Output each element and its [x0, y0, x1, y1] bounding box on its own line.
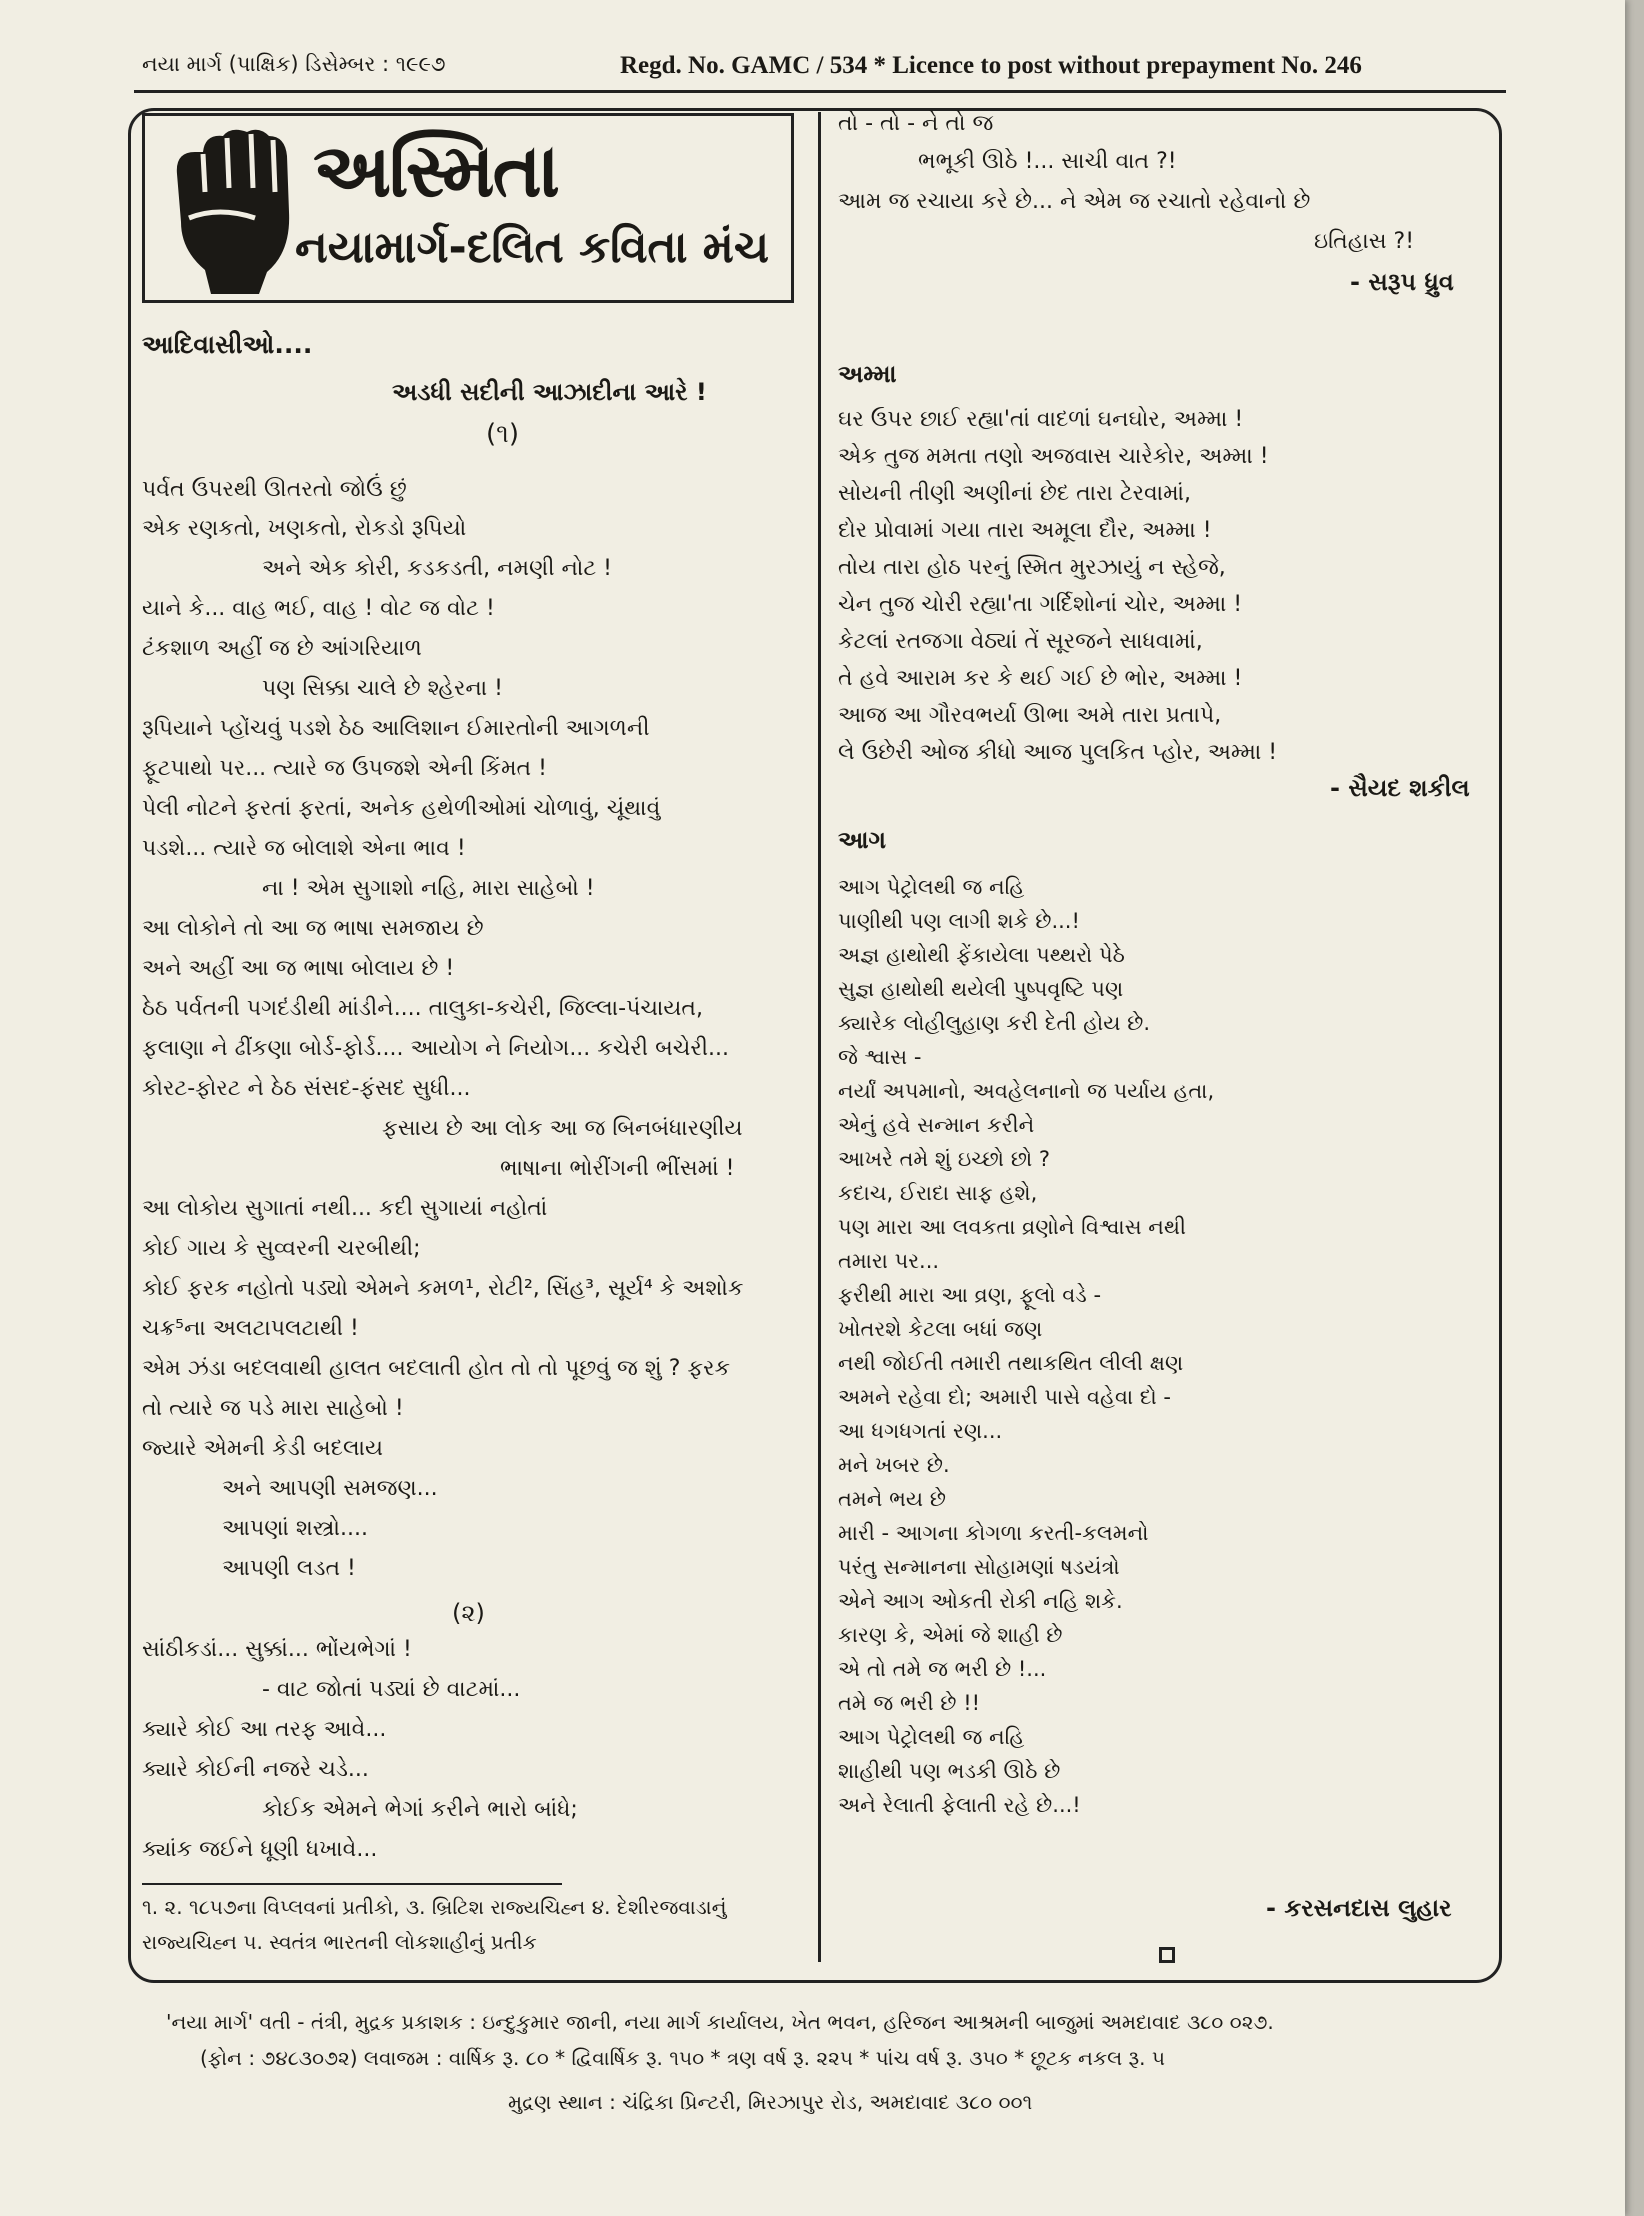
poem1-line: આ લોકોને તો આ જ ભાષા સમજાય છે [142, 916, 484, 941]
poem1-part-number: (૨) [452, 1599, 485, 1627]
poem1-line: પડશે... ત્યારે જ બોલાશે એના ભાવ ! [142, 836, 466, 861]
poem3-line: અજ્ઞ હાથોથી ફેંકાયેલા પથ્થરો પેઠે [838, 943, 1125, 967]
logo-subtitle: નયામાર્ગ-દલિત કવિતા મંચ [295, 222, 770, 273]
poem1-line: ક્યાંક જઈને ધૂણી ધખાવે... [142, 1837, 378, 1862]
poem3-line: આખરે તમે શું ઇચ્છો છો ? [838, 1147, 1051, 1171]
poem1-line: યાને કે... વાહ ભઈ, વાહ ! વોટ જ વોટ ! [142, 596, 495, 621]
poem3-author: - કરસનદાસ લુહાર [1266, 1894, 1452, 1922]
asmita-logo [142, 113, 794, 303]
poem1-line: કોઈક એમને ભેગાં કરીને ભારો બાંધે; [262, 1797, 578, 1822]
poem3-line: નથી જોઈતી તમારી તથાકથિત લીલી ક્ષણ [838, 1351, 1184, 1375]
poem1-line: ક્યારે કોઈ આ તરફ આવે... [142, 1717, 387, 1742]
header-rule [134, 90, 1506, 93]
poem3-line: એને આગ ઓકતી રોકી નહિ શકે. [838, 1589, 1123, 1613]
poem3-line: મારી - આગના કોગળા કરતી-કલમનો [838, 1521, 1149, 1545]
end-mark [1159, 1947, 1175, 1963]
poem1-line: તો ત્યારે જ પડે મારા સાહેબો ! [142, 1396, 404, 1421]
poem3-line: પરંતુ સન્માનના સોહામણાં ષડયંત્રો [838, 1555, 1120, 1579]
poem1-line: એમ ઝંડા બદલવાથી હાલત બદલાતી હોત તો તો પૂછવું જ શું ? ફરક [142, 1356, 731, 1381]
poem3-title: આગ [838, 826, 887, 854]
poem3-line: તમારા પર... [838, 1249, 940, 1273]
poem1-end-line: આમ જ રચાયા કરે છે... ને એમ જ રચાતો રહેવાનો છે [838, 189, 1311, 214]
imprint-line: 'નયા માર્ગ' વતી - તંત્રી, મુદ્રક પ્રકાશક : ઇન્દુકુમાર જાની, નયા માર્ગ કાર્યાલય, ખેત ભવન, હરિજન આશ્રમની બાજુમાં અમદાવાદ ૩૮૦ ૦૨૭. [166, 2010, 1274, 2034]
poem1-line: જ્યારે એમની કેડી બદલાય [142, 1436, 383, 1461]
header-registration: Regd. No. GAMC / 534 * Licence to post without prepayment No. 246 [620, 52, 1362, 79]
poem3-line: આ ધગધગતાં રણ... [838, 1419, 1003, 1443]
poem1-line: આપણી લડત ! [222, 1556, 356, 1581]
poem3-line: ખોતરશે કેટલા બધાં જણ [838, 1317, 1043, 1341]
poem3-line: મને ખબર છે. [838, 1453, 950, 1477]
poem2-author: - સૈયદ શકીલ [1330, 774, 1470, 802]
poem1-line: ભાષાના ભોરીંગની ભીંસમાં ! [500, 1156, 735, 1181]
poem3-line: ફરીથી મારા આ વ્રણ, ફૂલો વડે - [838, 1283, 1102, 1307]
poem3-line: પણ મારા આ લવકતા વ્રણોને વિશ્વાસ નથી [838, 1215, 1187, 1239]
poem3-line: કારણ કે, એમાં જે શાહી છે [838, 1623, 1063, 1647]
poem1-line: સાંઠીકડાં... સુક્કાં... ભોંયભેગાં ! [142, 1637, 412, 1662]
poem1-line: ચક્ર⁵ના અલટાપલટાથી ! [142, 1316, 359, 1341]
poem1-line: આપણાં શસ્ત્રો.... [222, 1516, 368, 1541]
poem3-line: આગ પેટ્રોલથી જ નહિ [838, 875, 1025, 899]
poem1-end-line: તો - તો - ને તો જ [838, 111, 994, 136]
poem2-line: સોયની તીણી અણીનાં છેદ તારા ટેરવામાં, [838, 481, 1192, 506]
column-divider [818, 112, 821, 1962]
poem2-line: દોર પ્રોવામાં ગયા તારા અમૂલા દૌર, અમ્મા ! [838, 518, 1212, 543]
poem1-line: ઠેઠ પર્વતની પગદંડીથી માંડીને.... તાલુકા-કચેરી, જિલ્લા-પંચાયત, [142, 996, 703, 1021]
poem1-line: એક રણકતો, ખણકતો, રોકડો રૂપિયો [142, 516, 467, 541]
poem1-line: - વાટ જોતાં પડ્યાં છે વાટમાં... [262, 1677, 521, 1702]
footnote-line: રાજ્યચિહ્ન ૫. સ્વતંત્ર ભારતની લોકશાહીનું પ્રતીક [142, 1930, 537, 1954]
poem1-line: અને એક કોરી, કડકડતી, નમણી નોટ ! [262, 556, 612, 581]
poem1-end-line: ભભૂકી ઊઠે !... સાચી વાત ?! [918, 149, 1177, 174]
poem3-line: જે શ્વાસ - [838, 1045, 922, 1069]
poem1-line: અને આપણી સમજણ... [222, 1476, 438, 1501]
poem2-title: અમ્મા [838, 360, 897, 388]
poem3-line: અમને રહેવા દો; અમારી પાસે વહેવા દો - [838, 1385, 1172, 1409]
poem1-line: પેલી નોટને ફરતાં ફરતાં, અનેક હથેળીઓમાં ચોળાવું, ચૂંથાવું [142, 796, 661, 821]
poem1-author: - સરૂપ ધ્રુવ [1350, 268, 1454, 296]
poem3-line: તમે જ ભરી છે !! [838, 1691, 981, 1715]
poem1-line: ના ! એમ સુગાશો નહિ, મારા સાહેબો ! [262, 876, 595, 901]
poem3-line: એ તો તમે જ ભરી છે !... [838, 1657, 1047, 1681]
poem1-line: કોરટ-ફોરટ ને ઠેઠ સંસદ-ફંસદ સુધી... [142, 1076, 471, 1101]
poem1-line: કોઈ ફરક નહોતો પડ્યો એમને કમળ¹, રોટી², સિંહ³, સૂર્ય⁴ કે અશોક [142, 1276, 744, 1301]
poem2-line: એક તુજ મમતા તણો અજવાસ ચારેકોર, અમ્મા ! [838, 444, 1269, 469]
poem1-end-line: ઇતિહાસ ?! [1314, 229, 1415, 254]
poem1-line: ફસાય છે આ લોક આ જ બિનબંધારણીય [382, 1116, 743, 1141]
poem3-line: સુજ્ઞ હાથોથી થયેલી પુષ્પવૃષ્ટિ પણ [838, 977, 1124, 1001]
poem3-line: અને રેલાતી ફેલાતી રહે છે...! [838, 1793, 1081, 1817]
poem1-line: ફલાણા ને ઢીંકણા બોર્ડ-ફોર્ડ.... આયોગ ને નિયોગ... કચેરી બચેરી... [142, 1036, 729, 1061]
poem3-line: પાણીથી પણ લાગી શકે છે...! [838, 909, 1080, 933]
poem2-line: આજ આ ગૌરવભર્યા ઊભા અમે તારા પ્રતાપે, [838, 703, 1222, 728]
poem1-part-number: (૧) [486, 419, 520, 449]
poem2-line: ઘર ઉપર છાઈ રહ્યા'તાં વાદળાં ઘનઘોર, અમ્મા ! [838, 407, 1244, 432]
poem3-line: તમને ભય છે [838, 1487, 946, 1511]
poem1-line: ફૂટપાથો પર... ત્યારે જ ઉપજશે એની કિંમત ! [142, 756, 547, 781]
imprint-line: મુદ્રણ સ્થાન : ચંદ્રિકા પ્રિન્ટરી, મિરઝાપુર રોડ, અમદાવાદ ૩૮૦ ૦૦૧ [508, 2090, 1033, 2114]
poem2-line: કેટલાં રતજગા વેઠ્યાં તેં સૂરજને સાધવામાં, [838, 629, 1203, 654]
poem1-subtitle: અડધી સદીની આઝાદીના આરે ! [392, 378, 707, 406]
footnote-rule [142, 1883, 562, 1885]
poem1-line: આ લોકોય સુગાતાં નથી... કદી સુગાયાં નહોતાં [142, 1196, 548, 1221]
poem2-line: તે હવે આરામ કર કે થઈ ગઈ છે ભોર, અમ્મા ! [838, 666, 1243, 691]
poem1-line: ટંકશાળ અહીં જ છે આંગરિયાળ [142, 636, 422, 661]
poem2-line: લે ઉછેરી ઓજ કીધો આજ પુલકિત પ્હોર, અમ્મા ! [838, 740, 1278, 765]
poem1-line: અને અહીં આ જ ભાષા બોલાય છે ! [142, 956, 455, 981]
poem1-line: પર્વત ઉપરથી ઊતરતો જોઉં છું [142, 477, 407, 502]
poem3-line: નર્યાં અપમાનો, અવહેલનાનો જ પર્યાય હતા, [838, 1079, 1215, 1103]
poem1-line: ક્યારે કોઈની નજરે ચડે... [142, 1757, 369, 1782]
poem3-line: એનું હવે સન્માન કરીને [838, 1113, 1035, 1137]
poem3-line: શાહીથી પણ ભડકી ઊઠે છે [838, 1759, 1061, 1783]
poem2-line: ચેન તુજ ચોરી રહ્યા'તા ગર્દિશોનાં ચોર, અમ્મા ! [838, 592, 1243, 617]
footnote-line: ૧. ૨. ૧૮૫૭ના વિપ્લવનાં પ્રતીકો, ૩. બ્રિટિશ રાજ્યચિહ્ન ૪. દેશીરજવાડાનું [142, 1895, 727, 1919]
poem1-line: કોઈ ગાય કે સુવ્વરની ચરબીથી; [142, 1236, 421, 1261]
raised-fist-icon [159, 122, 309, 297]
poem3-line: કદાચ, ઈરાદા સાફ હશે, [838, 1181, 1038, 1205]
imprint-line: (ફોન : ૭૪૮૩૦૭૨) લવાજમ : વાર્ષિક રૂ. ૮૦ * દ્વિવાર્ષિક રૂ. ૧૫૦ * ત્રણ વર્ષ રૂ. ૨૨૫ * પાંચ વર્ષ રૂ. ૩૫૦ * છૂટક નકલ રૂ. ૫ [200, 2046, 1166, 2070]
poem1-line: રૂપિયાને પ્હોંચવું પડશે ઠેઠ આલિશાન ઈમારતોની આગળની [142, 716, 650, 741]
poem3-line: ક્યારેક લોહીલુહાણ કરી દેતી હોય છે. [838, 1011, 1151, 1035]
logo-title: અસ્મિતા [313, 128, 558, 214]
poem1-line: પણ સિક્કા ચાલે છે શ્હેરના ! [262, 676, 503, 701]
header-issue: નયા માર્ગ (પાક્ષિક) ડિસેમ્બર : ૧૯૯૭ [142, 52, 446, 76]
poem2-line: તોય તારા હોઠ પરનું સ્મિત મુરઝાયું ન સ્હેજે, [838, 555, 1226, 580]
poem3-line: આગ પેટ્રોલથી જ નહિ [838, 1725, 1025, 1749]
poem1-title: આદિવાસીઓ.... [142, 330, 313, 359]
